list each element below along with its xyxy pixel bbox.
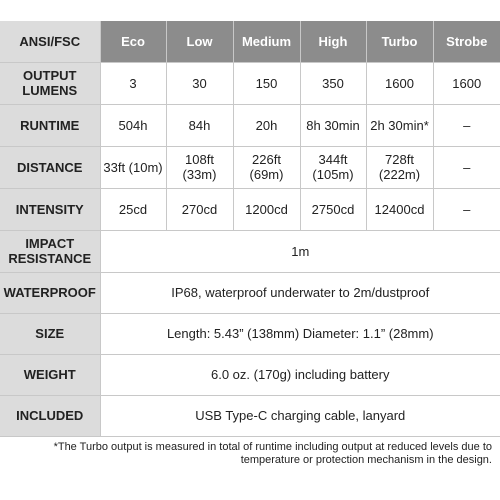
value-cell: 30 <box>166 62 233 104</box>
value-cell: 1600 <box>366 62 433 104</box>
value-cell: 108ft (33m) <box>166 146 233 188</box>
value-cell: 1600 <box>433 62 500 104</box>
value-cell: – <box>433 104 500 146</box>
row-label: WEIGHT <box>0 354 100 395</box>
value-cell: 270cd <box>166 188 233 230</box>
row-label: OUTPUT LUMENS <box>0 62 100 104</box>
row-label: WATERPROOF <box>0 272 100 313</box>
value-cell: 150 <box>233 62 300 104</box>
merged-value-cell: USB Type-C charging cable, lanyard <box>100 395 500 436</box>
header-label: ANSI/FSC <box>0 21 100 62</box>
value-cell: 20h <box>233 104 300 146</box>
row-weight <box>0 354 500 395</box>
row-waterproof <box>0 272 500 313</box>
row-size <box>0 313 500 354</box>
row-distance <box>0 146 500 188</box>
footnote: *The Turbo output is measured in total of runtime including output at reduced levels due to temperature or protection mechanism in the design. <box>53 441 492 466</box>
row-included <box>0 395 500 436</box>
merged-value-cell: IP68, waterproof underwater to 2m/dustproof <box>100 272 500 313</box>
row-runtime <box>0 104 500 146</box>
spec-table <box>0 21 500 437</box>
value-cell: 2750cd <box>300 188 366 230</box>
row-label: DISTANCE <box>0 146 100 188</box>
value-cell: 8h 30min <box>300 104 366 146</box>
mode-low: Low <box>166 21 233 62</box>
row-label: IMPACT RESISTANCE <box>0 230 100 272</box>
row-label: SIZE <box>0 313 100 354</box>
value-cell: 504h <box>100 104 166 146</box>
mode-strobe: Strobe <box>433 21 500 62</box>
value-cell: 344ft (105m) <box>300 146 366 188</box>
value-cell: 728ft (222m) <box>366 146 433 188</box>
mode-turbo: Turbo <box>366 21 433 62</box>
mode-high: High <box>300 21 366 62</box>
row-label: INCLUDED <box>0 395 100 436</box>
row-label: RUNTIME <box>0 104 100 146</box>
value-cell: 25cd <box>100 188 166 230</box>
value-cell: 226ft (69m) <box>233 146 300 188</box>
mode-medium: Medium <box>233 21 300 62</box>
mode-eco: Eco <box>100 21 166 62</box>
value-cell: – <box>433 188 500 230</box>
header-row <box>0 21 500 62</box>
row-output-lumens <box>0 62 500 104</box>
value-cell: 2h 30min* <box>366 104 433 146</box>
value-cell: 350 <box>300 62 366 104</box>
row-intensity <box>0 188 500 230</box>
row-label: INTENSITY <box>0 188 100 230</box>
value-cell: 33ft (10m) <box>100 146 166 188</box>
row-impact-resistance <box>0 230 500 272</box>
value-cell: 1200cd <box>233 188 300 230</box>
value-cell: – <box>433 146 500 188</box>
value-cell: 12400cd <box>366 188 433 230</box>
merged-value-cell: Length: 5.43” (138mm) Diameter: 1.1” (28mm) <box>100 313 500 354</box>
value-cell: 3 <box>100 62 166 104</box>
value-cell: 84h <box>166 104 233 146</box>
merged-value-cell: 6.0 oz. (170g) including battery <box>100 354 500 395</box>
merged-value-cell: 1m <box>100 230 500 272</box>
